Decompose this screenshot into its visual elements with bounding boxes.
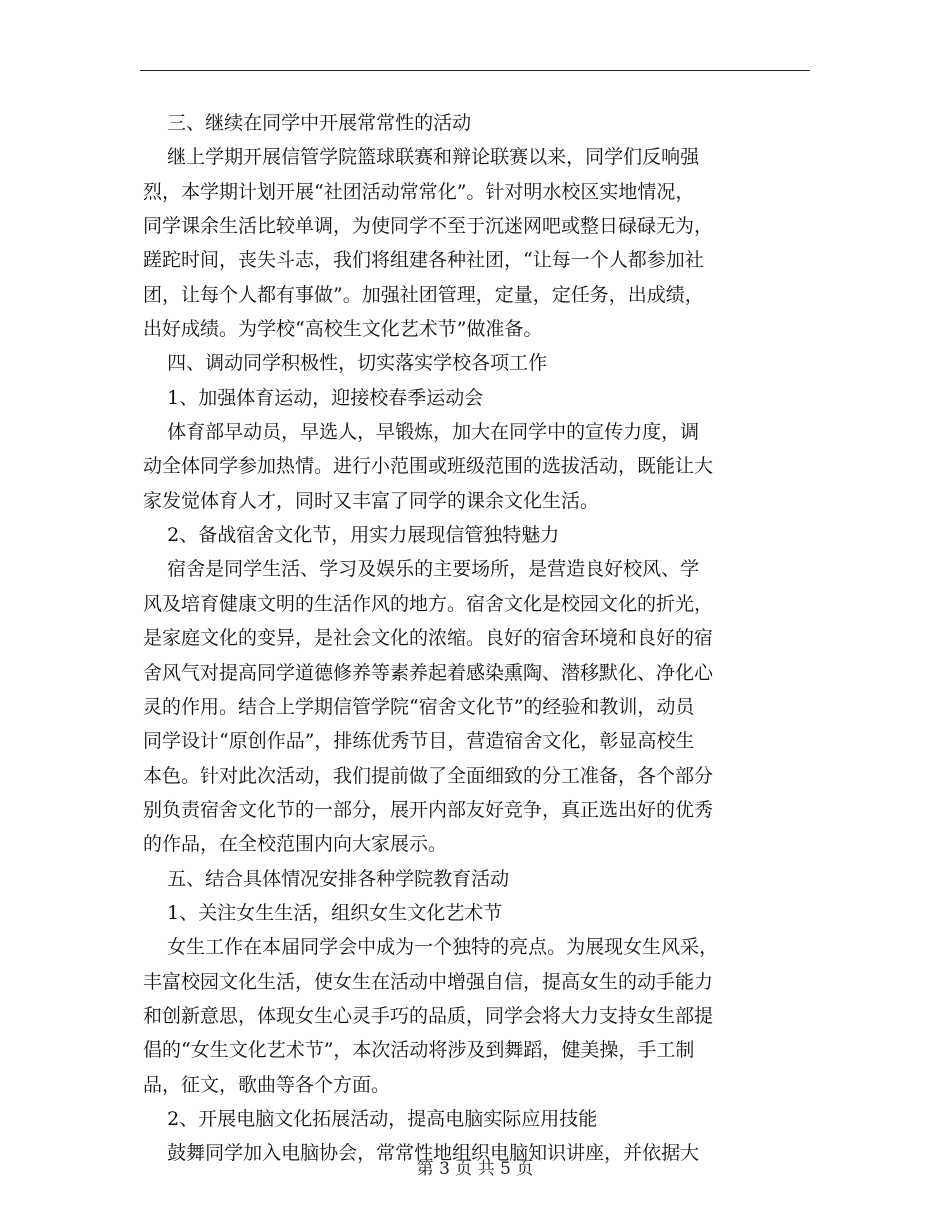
text-line: 别负责宿舍文化节的一部分，展开内部友好竞争，真正选出好的优秀	[143, 798, 714, 821]
text-line: 五、结合具体情况安排各种学院教育活动	[143, 867, 510, 890]
text-line: 本色。针对此次活动，我们提前做了全面细致的分工准备，各个部分	[143, 764, 714, 787]
text-line: 灵的作用。结合上学期信管学院“宿舍文化节”的经验和教训，动员	[143, 695, 695, 718]
text-line: 和创新意思，体现女生心灵手巧的品质，同学会将大力支持女生部提	[143, 1004, 714, 1027]
text-line: 继上学期开展信管学院篮球联赛和辩论联赛以来，同学们反响强	[143, 146, 700, 169]
text-line: 出好成绩。为学校“高校生文化艺术节”做准备。	[143, 318, 543, 341]
text-line: 烈，本学期计划开展“社团活动常常化”。针对明水校区实地情况，	[143, 180, 695, 203]
text-line: 鼓舞同学加入电脑协会，常常性地组织电脑知识讲座，并依据大	[143, 1142, 700, 1165]
text-line: 体育部早动员，早选人，早锻炼，加大在同学中的宣传力度，调	[143, 421, 700, 444]
text-line: 四、调动同学积极性，切实落实学校各项工作	[143, 352, 548, 375]
text-line: 的作品，在全校范围内向大家展示。	[143, 833, 448, 856]
text-line: 舍风气对提高同学道德修养等素养起着感染熏陶、潜移默化、净化心	[143, 661, 714, 684]
text-line: 同学课余生活比较单调，为使同学不至于沉迷网吧或整日碌碌无为，	[143, 215, 714, 238]
text-line: 2、备战宿舍文化节，用实力展现信管独特魅力	[143, 524, 560, 547]
page-footer: 第 3 页 共 5 页	[416, 1159, 534, 1179]
text-line: 倡的“女生文化艺术节”，本次活动将涉及到舞蹈，健美操，手工制	[143, 1039, 695, 1062]
text-line: 三、继续在同学中开展常常性的活动	[143, 112, 472, 134]
text-line: 动全体同学参加热情。进行小范围或班级范围的选拔活动，既能让大	[143, 455, 714, 478]
text-line: 风及培育健康文明的生活作风的地方。宿舍文化是校园文化的折光，	[143, 592, 714, 615]
text-line: 家发觉体育人才，同时又丰富了同学的课余文化生活。	[143, 489, 600, 512]
header-rule	[140, 70, 810, 71]
text-line: 2、开展电脑文化拓展活动，提高电脑实际应用技能	[143, 1107, 598, 1130]
text-line: 品，征文，歌曲等各个方面。	[143, 1073, 391, 1096]
text-line: 丰富校园文化生活，使女生在活动中增强自信，提高女生的动手能力	[143, 970, 714, 993]
text-line: 宿舍是同学生活、学习及娱乐的主要场所，是营造良好校风、学	[143, 558, 700, 581]
text-line: 是家庭文化的变异，是社会文化的浓缩。良好的宿舍环境和良好的宿	[143, 627, 714, 650]
text-line: 女生工作在本届同学会中成为一个独特的亮点。为展现女生风采，	[143, 936, 719, 959]
text-line: 团，让每个人都有事做”。加强社团管理，定量，定任务，出成绩，	[143, 283, 704, 306]
text-line: 1、关注女生生活，组织女生文化艺术节	[143, 901, 503, 924]
document-body	[143, 106, 806, 1171]
text-line: 1、加强体育运动，迎接校春季运动会	[143, 386, 484, 409]
text-line: 同学设计“原创作品”，排练优秀节目，营造宿舍文化，彰显高校生	[143, 730, 695, 753]
text-line: 蹉跎时间，丧失斗志，我们将组建各种社团，“让每一个人都参加社	[143, 249, 704, 272]
